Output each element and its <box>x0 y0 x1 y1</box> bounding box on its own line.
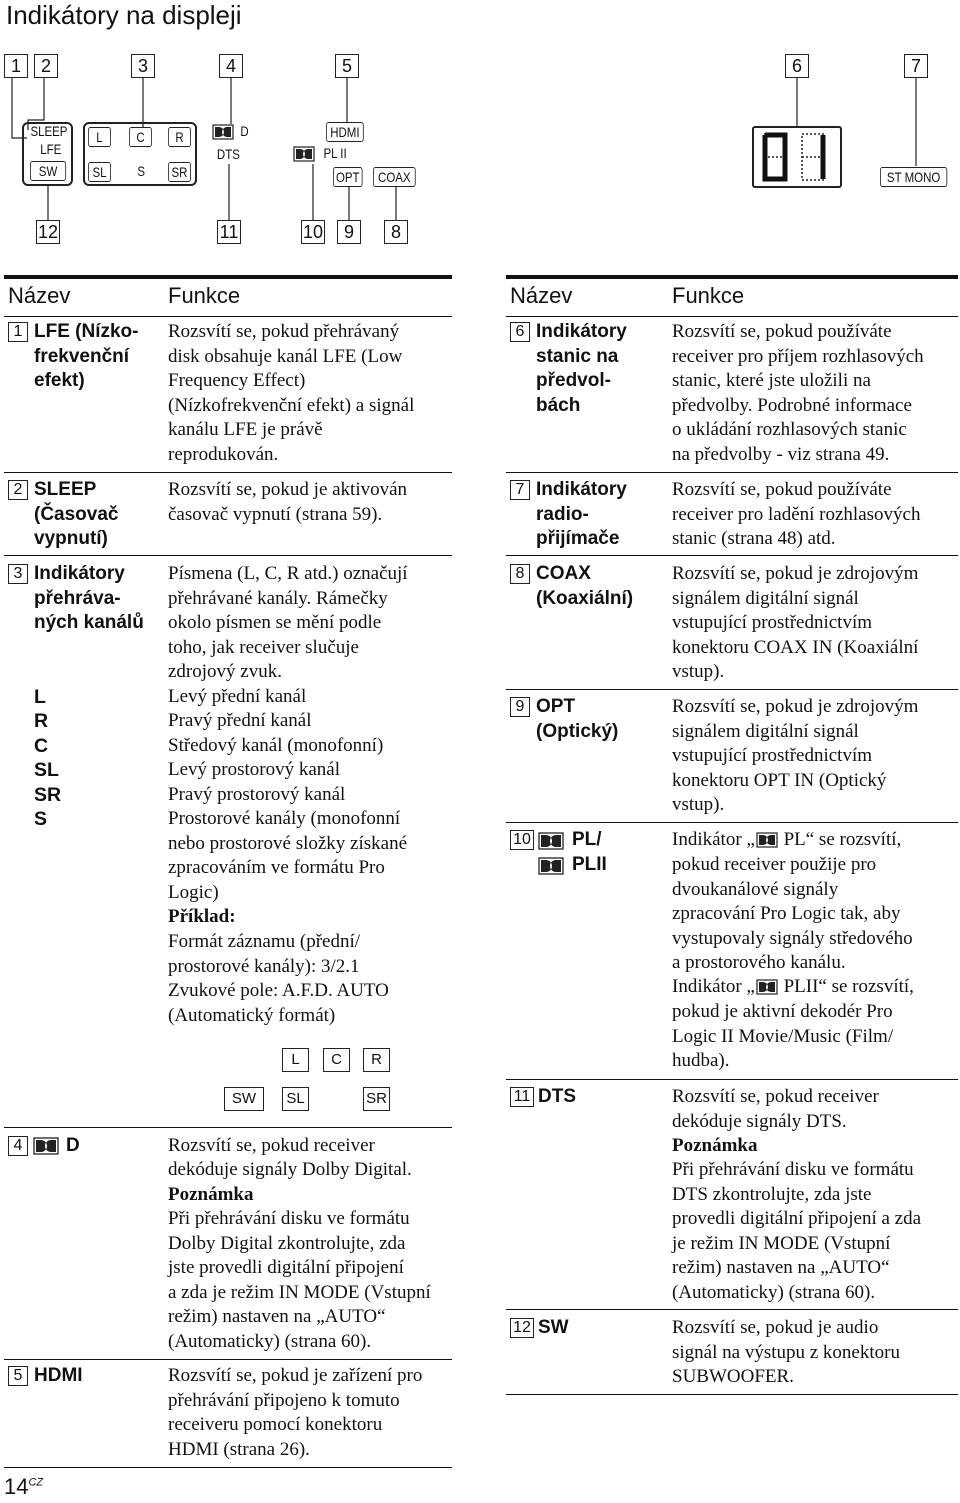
row-number: 11 <box>510 1087 534 1107</box>
divider <box>506 1079 958 1080</box>
note-text: Při přehrávání disku ve formátu DTS zkontrolujte, zda jste provedli digitální připojení a zda je režim IN MODE (Vstupní režim) nastaven na „AUTO“ (Automaticky) (strana 60). <box>672 1159 922 1303</box>
example-label: Příklad: <box>168 906 236 927</box>
divider <box>506 472 958 473</box>
callout-7: 7 <box>904 54 928 78</box>
row-name: SW <box>538 1317 569 1338</box>
sr-indicator: SR <box>168 162 191 182</box>
channel-code: R <box>34 710 49 732</box>
text: PL“ se rozsvítí, <box>778 829 902 850</box>
row-number: 9 <box>510 697 530 717</box>
name-header: Název <box>8 283 71 308</box>
example-sl-box: SL <box>282 1087 309 1111</box>
channel-code: L <box>34 686 46 708</box>
example-l-box: L <box>282 1048 309 1072</box>
example-r-box: R <box>363 1048 390 1072</box>
row-name: PLII <box>572 854 607 875</box>
coax-indicator: COAX <box>373 167 416 187</box>
divider <box>4 555 452 556</box>
plii-indicator: PL II <box>323 145 347 161</box>
row-number: 10 <box>510 830 534 850</box>
divider <box>506 1309 958 1310</box>
page-language: CZ <box>28 1476 44 1489</box>
row-function: Rozsvítí se, pokud receiver dekóduje signály DTS. <box>672 1086 879 1132</box>
callout-4: 4 <box>219 54 243 78</box>
row-number: 6 <box>510 322 530 342</box>
divider <box>506 1394 958 1395</box>
callout-11: 11 <box>217 220 241 244</box>
dolby-icon <box>33 1137 59 1155</box>
callout-10: 10 <box>302 222 324 242</box>
hdmi-indicator: HDMI <box>326 122 364 142</box>
row-name: HDMI <box>34 1365 83 1386</box>
divider <box>506 822 958 823</box>
row-number: 2 <box>8 480 28 500</box>
divider <box>4 316 452 317</box>
divider <box>506 316 958 317</box>
row-number: 7 <box>510 480 530 500</box>
l-indicator: L <box>88 127 111 147</box>
example-text: Formát záznamu (přední/ prostorové kanály): 3/2.1 Zvukové pole: A.F.D. AUTO (Automatický formát) <box>168 931 389 1026</box>
row-function-line <box>672 828 901 853</box>
dolby-icon <box>538 832 564 850</box>
channel-code: SL <box>34 759 59 781</box>
row-number: 12 <box>510 1318 534 1338</box>
row-name: COAX (Koaxiální) <box>536 563 634 609</box>
note-text: Při přehrávání disku ve formátu Dolby Digital zkontrolujte, zda jste provedli digitální připojení a zda je režim IN MODE (Vstupní režim) nastaven na „AUTO“ (Automaticky) (strana 60). <box>168 1208 431 1352</box>
preset-digits <box>758 130 838 184</box>
sleep-indicator: SLEEP <box>30 123 68 139</box>
r-indicator: R <box>168 127 191 147</box>
text: Indikátor „ <box>672 976 755 997</box>
divider <box>506 555 958 556</box>
callout-2: 2 <box>34 54 58 78</box>
callout-5: 5 <box>335 54 359 78</box>
table-top-rule <box>4 275 452 279</box>
callout-8: 8 <box>384 220 408 244</box>
row-function-line: Rozsvítí se, pokud receiver <box>168 1135 375 1156</box>
callout-6: 6 <box>785 54 809 78</box>
note-label: Poznámka <box>672 1135 758 1156</box>
channel-description: Levý přední kanál <box>168 686 307 707</box>
channel-description: Pravý přední kanál <box>168 710 312 731</box>
row-name: Indikátory stanic na předvol- bách <box>536 321 627 416</box>
row-function: Rozsvítí se, pokud je zdrojovým signálem digitální signál vstupující prostřednictvím konektoru COAX IN (Koaxiální vstup). <box>672 563 919 682</box>
row-function-line: dekóduje signály Dolby Digital. <box>168 1159 412 1180</box>
row-name: Indikátory radio- přijímače <box>536 479 627 549</box>
page-title: Indikátory na displeji <box>6 0 242 30</box>
sw-indicator: SW <box>30 161 66 181</box>
divider <box>4 1127 452 1128</box>
text: Indikátor „ <box>672 829 755 850</box>
row-number: 8 <box>510 564 530 584</box>
row-name: DTS <box>538 1086 576 1107</box>
callout-12: 12 <box>37 222 59 242</box>
channel-description: Levý prostorový kanál <box>168 759 341 780</box>
row-function: pokud je aktivní dekodér Pro Logic II Movie/Music (Film/ hudba). <box>672 1001 894 1071</box>
callout-9: 9 <box>337 220 361 244</box>
channel-description: Středový kanál (monofonní) <box>168 735 384 756</box>
channel-description: Prostorové kanály (monofonní nebo prostorové složky získané zpracováním ve formátu Pro Logic) <box>168 808 408 903</box>
function-header: Funkce <box>168 283 241 308</box>
dts-indicator: DTS <box>216 146 240 162</box>
page-number-value: 14 <box>4 1474 29 1499</box>
callout-3: 3 <box>131 54 155 78</box>
opt-indicator: OPT <box>333 167 363 187</box>
row-number: 1 <box>8 322 28 342</box>
divider <box>4 472 452 473</box>
divider <box>506 689 958 690</box>
page-number <box>4 1474 43 1500</box>
row-name: D <box>66 1135 80 1156</box>
row-function: Rozsvítí se, pokud je audio signál na výstupu z konektoru SUBWOOFER. <box>672 1317 900 1387</box>
st-mono-indicator: ST MONO <box>880 167 947 187</box>
dolby-digital-indicator: D <box>240 123 249 139</box>
channel-code: S <box>34 808 48 830</box>
row-function: pokud receiver použije pro dvoukanálové signály zpracování Pro Logic tak, aby vystupovaly signály středového a prostorového kanálu. <box>672 854 913 973</box>
dolby-icon <box>538 857 564 875</box>
divider <box>4 1359 452 1360</box>
dolby-icon <box>756 979 778 995</box>
function-header: Funkce <box>672 283 745 308</box>
row-function-line <box>672 975 914 1000</box>
text: PLII“ se rozsvítí, <box>778 976 914 997</box>
row-name: LFE (Nízko- frekvenční efekt) <box>34 321 139 391</box>
channel-code: SR <box>34 784 62 806</box>
row-function: Rozsvítí se, pokud je zařízení pro přehrávání připojeno k tomuto receiveru pomocí konektoru HDMI (strana 26). <box>168 1365 423 1460</box>
channel-code: C <box>34 735 49 757</box>
row-name: Indikátory přehráva- ných kanálů <box>34 563 144 633</box>
row-number: 3 <box>8 564 28 584</box>
lfe-indicator: LFE <box>40 141 62 157</box>
dolby-icon <box>212 124 234 140</box>
channel-description: Pravý prostorový kanál <box>168 784 346 805</box>
row-function: Rozsvítí se, pokud je aktivován časovač vypnutí (strana 59). <box>168 479 408 525</box>
example-c-box: C <box>323 1048 350 1072</box>
row-function: Písmena (L, C, R atd.) označují přehrávané kanály. Rámečky okolo písmen se mění podle toho, jak receiver slučuje zdrojový zvuk. <box>168 563 408 682</box>
row-name: OPT (Optický) <box>536 696 619 742</box>
row-function: Rozsvítí se, pokud používáte receiver pro ladění rozhlasových stanic (strana 48) atd. <box>672 479 921 549</box>
example-sr-box: SR <box>363 1087 390 1111</box>
row-function: Rozsvítí se, pokud je zdrojovým signálem digitální signál vstupující prostřednictvím konektoru OPT IN (Optický vstup). <box>672 696 919 815</box>
dolby-icon <box>293 146 315 162</box>
callout-1: 1 <box>4 54 28 78</box>
c-indicator: C <box>129 127 152 147</box>
row-function: Rozsvítí se, pokud přehrávaný disk obsahuje kanál LFE (Low Frequency Effect) (Nízkofrekvenční efekt) a signál kanálu LFE je právě reprodukován. <box>168 321 415 465</box>
divider <box>4 1467 452 1468</box>
example-sw-box: SW <box>224 1087 264 1111</box>
sl-indicator: SL <box>88 162 111 182</box>
row-number: 4 <box>8 1136 28 1156</box>
table-top-rule <box>506 275 958 279</box>
name-header: Název <box>510 283 573 308</box>
row-name: PL/ <box>572 829 602 850</box>
dolby-icon <box>756 832 778 848</box>
note-label: Poznámka <box>168 1184 254 1205</box>
s-indicator: S <box>137 163 146 179</box>
row-function: Rozsvítí se, pokud používáte receiver pro příjem rozhlasových stanic, které jste uložili na předvolby. Podrobné informace o ukládání rozhlasových stanic na předvolby - viz strana 49. <box>672 321 924 465</box>
row-number: 5 <box>8 1366 28 1386</box>
row-name: SLEEP (Časovač vypnutí) <box>34 479 119 549</box>
